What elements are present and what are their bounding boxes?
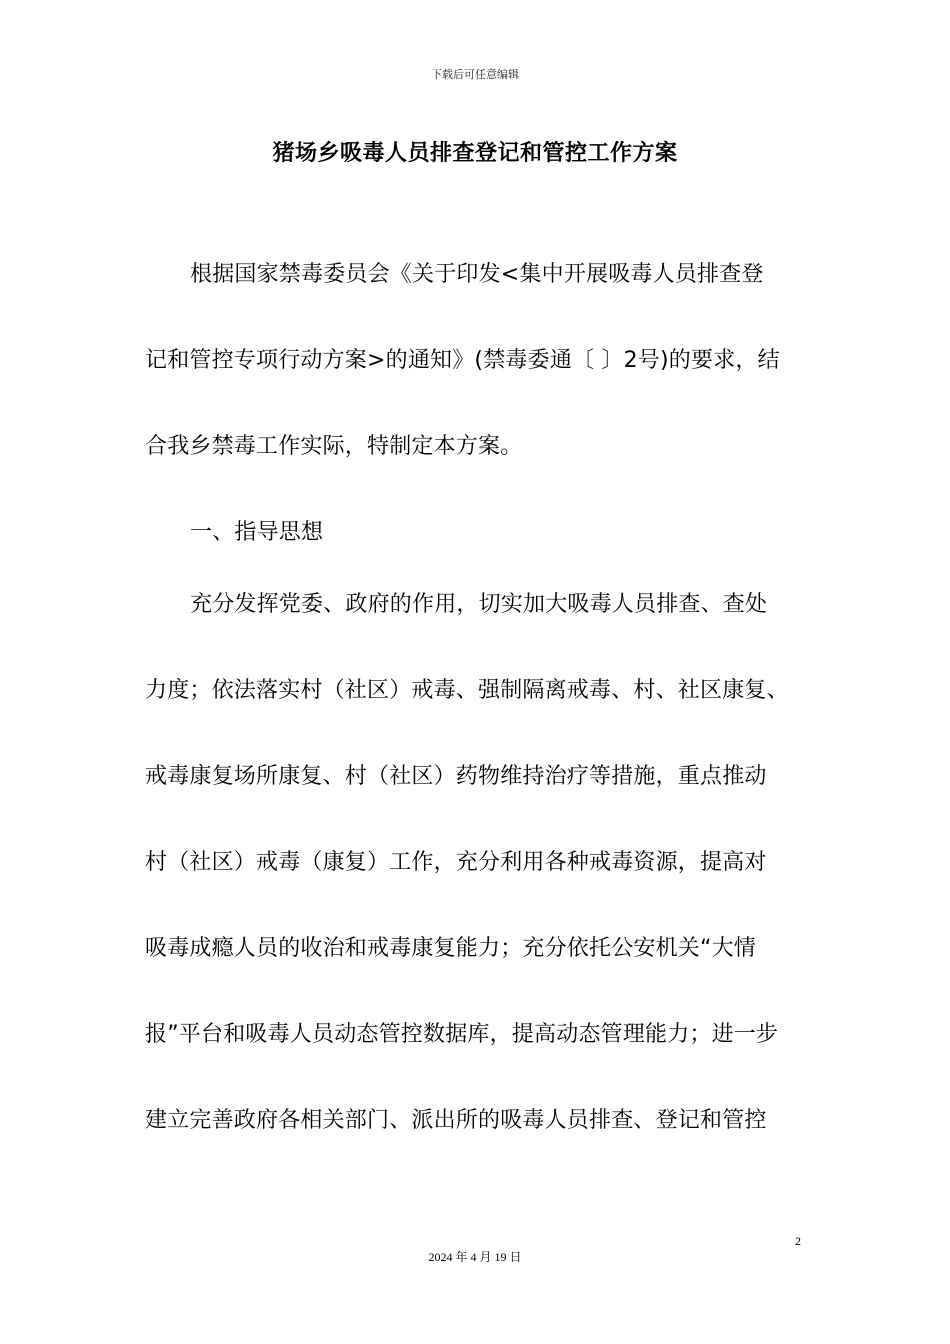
document-body [145, 255, 807, 1187]
paragraph-line: 戒毒康复场所康复、村（社区）药物维持治疗等措施，重点推动 [145, 764, 767, 789]
page-header-note: 下载后可任意编辑 [431, 68, 519, 81]
paragraph-line: 报”平台和吸毒人员动态管控数据库，提高动态管理能力；进一步 [145, 1022, 779, 1047]
paragraph-line: 充分发挥党委、政府的作用，切实加大吸毒人员排查、查处 [190, 592, 768, 617]
page-number: 2 [795, 1234, 801, 1248]
paragraph-line: 力度；依法落实村（社区）戒毒、强制隔离戒毒、村、社区康复、 [145, 678, 789, 703]
document-title: 猪场乡吸毒人员排查登记和管控工作方案 [272, 141, 678, 166]
footer-date: 2024 年 4 月 19 日 [428, 1250, 522, 1264]
paragraph-line: 建立完善政府各相关部门、派出所的吸毒人员排查、登记和管控 [145, 1108, 767, 1133]
paragraph-line: 合我乡禁毒工作实际，特制定本方案。 [145, 434, 523, 459]
paragraph-line: 村（社区）戒毒（康复）工作，充分利用各种戒毒资源，提高对 [145, 850, 767, 875]
paragraph-line: 吸毒成瘾人员的收治和戒毒康复能力；充分依托公安机关“大情 [145, 936, 756, 961]
paragraph-line: 记和管控专项行动方案>的通知》(禁毒委通〔 〕2号)的要求，结 [145, 348, 780, 373]
paragraph-line: 根据国家禁毒委员会《关于印发<集中开展吸毒人员排查登 [190, 262, 764, 287]
section-heading: 一、指导思想 [190, 520, 324, 545]
